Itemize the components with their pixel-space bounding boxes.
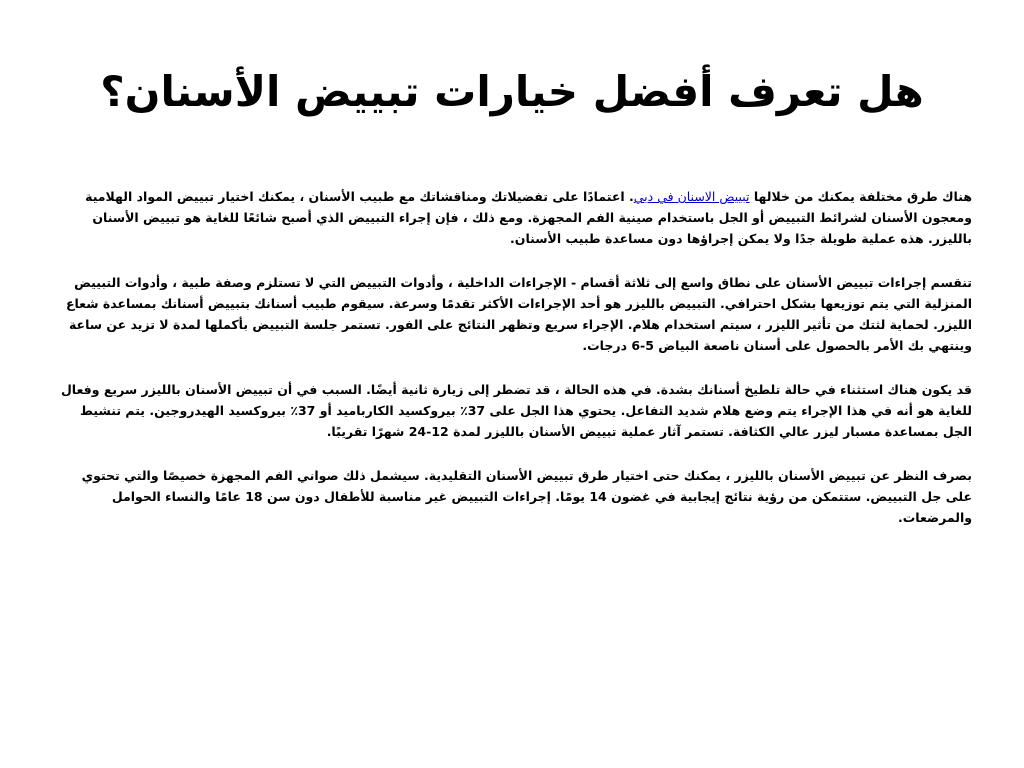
page-title: هل تعرف أفضل خيارات تبييض الأسنان؟ [100, 67, 924, 116]
paragraph-1-text-before: هناك طرق مختلفة يمكنك من خلالها [749, 189, 972, 204]
paragraph-3: قد يكون هناك استثناء في حالة تلطيخ أسنانك بشدة. في هذه الحالة ، قد تضطر إلى زيارة ثانية أيضًا. السبب في أن تبييض الأسنان بالليزر سريع وفعال للغاية هو أنه في هذا الإجراء يتم وضع هلام شديد التفاعل. يحتوي هذا الجل على 37٪ بيروكسيد الكارباميد أو 37٪ بيروكسيد الهيدروجين. يتم تنشيط الجل بمساعدة مسبار ليزر عالي الكثافة. تستمر آثار عملية تبييض الأسنان بالليزر لمدة 12-24 شهرًا تقريبًا. [60, 382, 972, 439]
teeth-whitening-dubai-link[interactable]: تبييض الاسنان في دبي [633, 189, 750, 204]
article-body [52, 186, 972, 551]
paragraph-1-text-after: . اعتمادًا على تفضيلاتك ومناقشاتك مع طبيب الأسنان ، يمكنك اختيار تبييض المواد الهلامية ومعجون الأسنان لشرائط التبييض أو الجل باستخدام صينية الفم المجهزة. ومع ذلك ، فإن إجراء التبييض الذي أصبح شائعًا للغاية هو تبييض الأسنان بالليزر. هذه عملية طويلة جدًا ولا يمكن إجراؤها دون مساعدة طبيب الأسنان. [85, 189, 972, 246]
paragraph-1 [52, 186, 972, 249]
paragraph-4: بصرف النظر عن تبييض الأسنان بالليزر ، يمكنك حتى اختيار طرق تبييض الأسنان التقليدية. سيشمل ذلك صواني الفم المجهزة خصيصًا والتي تحتوي على جل التبييض. ستتمكن من رؤية نتائج إيجابية في غضون 14 يومًا. إجراءات التبييض غير مناسبة للأطفال دون سن 18 عامًا والنساء الحوامل والمرضعات. [81, 468, 972, 525]
paragraph-2: تنقسم إجراءات تبييض الأسنان على نطاق واسع إلى ثلاثة أقسام - الإجراءات الداخلية ، وأدوات التبييض التي لا تستلزم وصفة طبية ، وأدوات التبييض المنزلية التي يتم توزيعها بشكل احترافي. التبييض بالليزر هو أحد الإجراءات الأكثر تقدمًا وسرعة. سيقوم طبيب أسنانك بتبييض أسنانك بمساعدة شعاع الليزر. لحماية لثتك من تأثير الليزر ، سيتم استخدام هلام. الإجراء سريع وتظهر النتائج على الفور. تستمر جلسة التبييض بأكملها لمدة لا تزيد عن ساعة وينتهي بك الأمر بالحصول على أسنان ناصعة البياض 5-6 درجات. [65, 275, 972, 353]
